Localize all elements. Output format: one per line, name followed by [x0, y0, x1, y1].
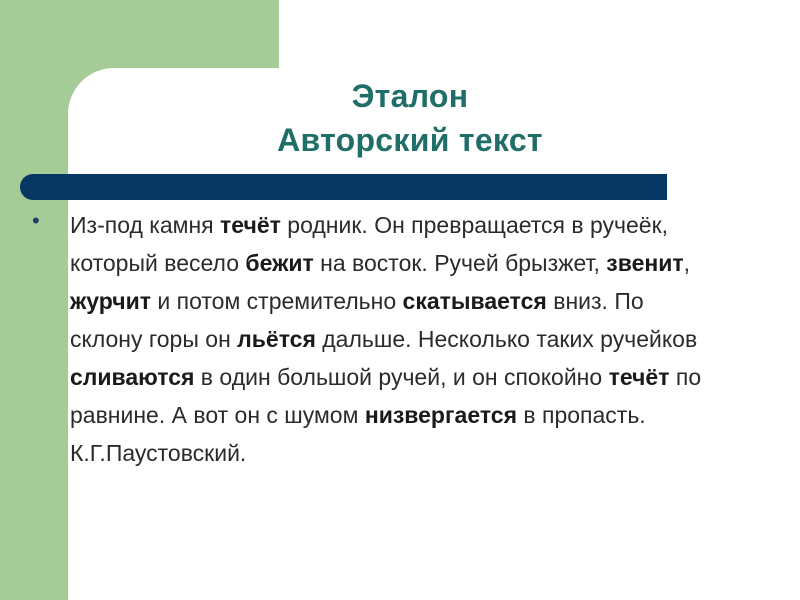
verb-highlight: низвергается	[364, 402, 517, 428]
text-segment: по равнине. А вот он с шумом	[70, 364, 702, 428]
bullet-icon: •	[32, 208, 40, 233]
text-segment: Из-под камня	[70, 212, 221, 238]
text-segment: в один большой ручей, и он спокойно	[194, 364, 609, 390]
verb-highlight: скатывается	[402, 288, 547, 314]
text-segment: вниз. По склону горы он	[70, 288, 644, 352]
text-segment: дальше. Несколько таких ручейков	[315, 326, 698, 352]
verb-highlight: течёт	[608, 364, 670, 390]
slide-title	[150, 74, 670, 162]
title-line-1: Эталон	[351, 78, 469, 114]
text-segment: в пропасть.	[517, 402, 646, 428]
verb-highlight: течёт	[220, 212, 281, 238]
verb-highlight: льётся	[237, 326, 316, 352]
verb-highlight: бежит	[245, 250, 314, 276]
verb-highlight: сливаются	[70, 364, 195, 390]
text-segment: родник. Он превращается в ручеёк, который весело	[70, 212, 669, 276]
body-text	[70, 206, 710, 472]
text-segment: на восток. Ручей брызжет,	[313, 250, 607, 276]
author-signature: К.Г.Паустовский.	[70, 440, 247, 466]
title-line-2: Авторский текст	[277, 122, 543, 158]
verb-highlight: звенит	[606, 250, 684, 276]
divider-bar	[20, 174, 667, 200]
verb-highlight: журчит	[70, 288, 152, 314]
text-segment: ,	[683, 250, 691, 276]
text-segment: и потом стремительно	[151, 288, 403, 314]
